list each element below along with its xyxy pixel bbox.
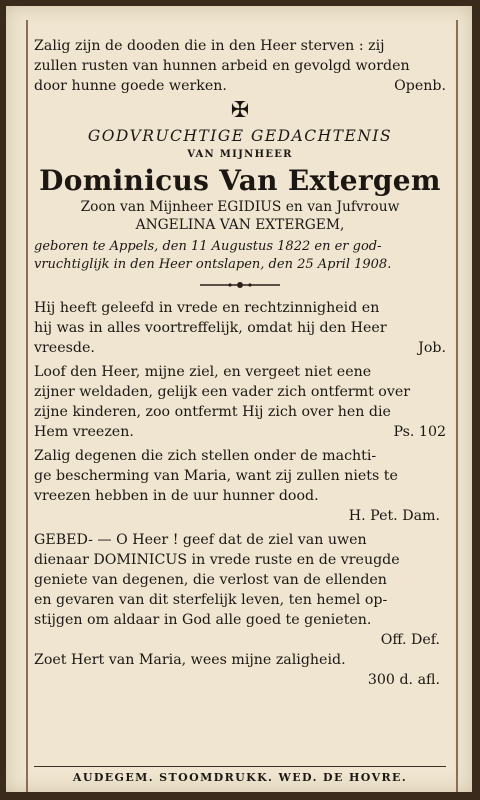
van-mijnheer-label: VAN MIJNHEER	[187, 149, 293, 160]
parents-line: ANGELINA VAN EXTERGEM,	[135, 217, 345, 233]
ornament-divider-icon	[200, 280, 280, 290]
birth-death-line: vruchtiglijk in den Heer ontslapen, den 25 April 1908.	[34, 257, 392, 272]
prayer-line: dienaar DOMINICUS in vrede ruste en de vreugde	[34, 552, 400, 568]
epigraph-line: zullen rusten van hunnen arbeid en gevolgd worden	[34, 58, 410, 74]
verse-reference: H. Pet. Dam.	[348, 508, 440, 524]
prayer	[34, 530, 446, 650]
verse-line: zijne kinderen, zoo ontfermt Hij zich over hen die	[34, 404, 391, 420]
prayer-line: geniete van degenen, die verlost van de ellenden	[34, 572, 387, 588]
indulgence-note: 300 d. afl.	[367, 672, 440, 688]
verse-maria	[34, 446, 446, 526]
epigraph-line	[34, 76, 446, 96]
epigraph	[34, 36, 446, 96]
verse-line: zijner weldaden, gelijk een vader zich ontfermt over	[34, 384, 411, 400]
prayer-reference: Off. Def.	[380, 632, 440, 648]
card-content	[34, 36, 446, 690]
verse-reference: Job.	[418, 340, 446, 356]
verse-line	[34, 422, 446, 442]
verse-line: ge bescherming van Maria, want zij zullen niets te	[34, 468, 398, 484]
memorial-title: GODVRUCHTIGE GEDACHTENIS	[87, 127, 393, 145]
memorial-card	[6, 6, 472, 792]
verse-line: Zalig degenen die zich stellen onder de machti-	[34, 448, 377, 464]
prayer-line: stijgen om aldaar in God alle goed te genieten.	[34, 612, 372, 628]
verse-line: hij was in alles voortreffelijk, omdat hij den Heer	[34, 320, 387, 336]
verse-line: vreezen hebben in de uur hunner dood.	[34, 488, 319, 504]
verse-psalm	[34, 362, 446, 442]
prayer-line: GEBED- — O Heer ! geef dat de ziel van uwen	[34, 532, 367, 548]
verse-line: Loof den Heer, mijne ziel, en vergeet niet eene	[34, 364, 372, 380]
birth-death-line: geboren te Appels, den 11 Augustus 1822 en er god-	[34, 239, 382, 254]
epigraph-reference: Openb.	[394, 78, 446, 94]
verse-line: Hij heeft geleefd in vrede en rechtzinnigheid en	[34, 300, 380, 316]
verse-job	[34, 298, 446, 358]
cross-icon: ✠	[230, 98, 250, 123]
verse-line	[34, 338, 446, 358]
verse-reference: Ps. 102	[393, 424, 446, 440]
verse-text: vreesde.	[34, 340, 95, 356]
parents-line: Zoon van Mijnheer EGIDIUS en van Jufvrouw	[80, 199, 400, 215]
invocation: Zoet Hert van Maria, wees mijne zaligheid.	[34, 652, 346, 668]
prayer-line: en gevaren van dit sterfelijk leven, ten hemel op-	[34, 592, 388, 608]
deceased-name: Dominicus Van Extergem	[39, 164, 441, 197]
printer-imprint: AUDEGEM. STOOMDRUKK. WED. DE HOVRE.	[34, 766, 446, 784]
epigraph-text: door hunne goede werken.	[34, 78, 227, 94]
verse-text: Hem vreezen.	[34, 424, 134, 440]
epigraph-line: Zalig zijn de dooden die in den Heer sterven : zij	[34, 38, 385, 54]
